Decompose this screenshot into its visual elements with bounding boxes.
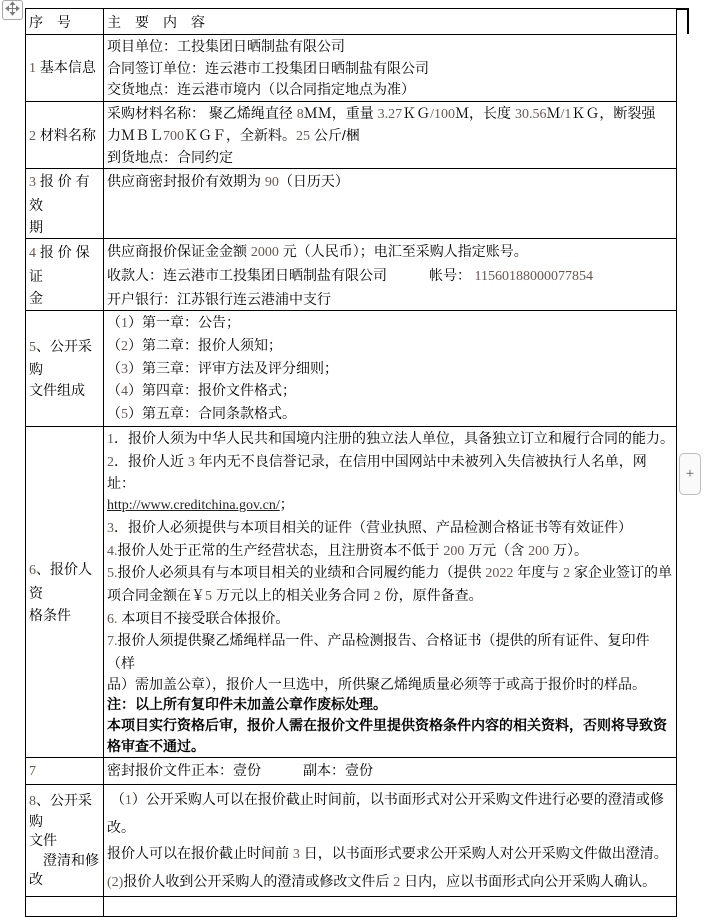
row-label	[26, 426, 104, 757]
text-segment: 注：以上所有复印件未加盖公章作废标处理。	[107, 696, 387, 713]
text-segment: 序 号	[29, 14, 71, 30]
text-segment: 3	[121, 361, 128, 377]
text-segment: ．报价人近	[114, 452, 188, 469]
text-segment: 本项目实行资格后审，报价人需在报价文件里提供资格条件内容的相关资料，否则将导致资	[107, 717, 667, 734]
row-content	[104, 784, 677, 896]
text-segment: 1	[121, 316, 128, 331]
text-segment: 报价人收到公开采购人的澄清或修改文件后	[123, 872, 394, 889]
text-segment: 1	[29, 61, 36, 77]
text-segment: 收款人：连云港市工投集团日晒制盐有限公司	[107, 267, 387, 283]
row-label	[26, 784, 104, 896]
text-segment: 期	[29, 219, 43, 235]
text-segment: (2)	[107, 874, 124, 890]
text-segment: 开户银行：江苏银行连云港浦中支行	[107, 291, 331, 307]
text-segment: 4.	[107, 543, 118, 559]
text-segment: 7.	[107, 634, 118, 650]
text-segment: 4	[121, 384, 128, 400]
text-segment: 2000	[250, 245, 279, 260]
text-segment: 供应商密封报价有效期为	[107, 173, 265, 189]
text-segment: 2	[29, 128, 36, 144]
text-segment: 项目单位：工投集团日晒制盐有限公司	[107, 38, 345, 54]
text-segment: 8	[296, 107, 304, 122]
text-segment: 帐号：	[387, 267, 471, 283]
text-segment: ）第一章：公告；	[128, 314, 240, 330]
text-segment: 5.	[107, 566, 118, 582]
text-segment: 报价人必须具有与本项目相关的业绩和合同履约能力（提供	[117, 564, 486, 581]
text-segment: 日内，应以书面形式向公开采购人确认。	[400, 872, 657, 889]
row-content	[104, 35, 677, 102]
text-segment: 7	[29, 764, 36, 780]
text-segment: 金	[29, 290, 43, 306]
text-segment: ）第五章：合同条款格式。	[128, 405, 296, 422]
text-segment: 6.	[107, 611, 118, 627]
text-segment: 公斤/梱	[310, 127, 360, 143]
row-label	[26, 757, 104, 784]
text-segment: （	[107, 382, 121, 399]
text-segment: 年内无不良信誉记录，在信用中国网站中未被列入失信被执行人名单，网址：	[107, 452, 647, 492]
text-segment: 主 要 内 容	[107, 14, 205, 30]
text-segment: 1	[124, 792, 132, 808]
text-segment: 合同签订单位：连云港市工投集团日晒制盐有限公司	[107, 59, 429, 76]
text-segment: 报价人可以在报价截止时间前	[107, 844, 293, 861]
text-segment: 6	[29, 563, 36, 579]
text-segment: 、公开采购	[29, 792, 92, 829]
text-segment: 到货地点：合同约定	[107, 149, 233, 165]
procurement-table	[25, 8, 677, 917]
text-segment: 8	[29, 794, 36, 810]
text-segment: 25	[296, 129, 310, 144]
row-quote-validity	[26, 169, 677, 239]
text-segment: ＫＧＦ，全新料。	[184, 127, 296, 143]
text-segment: 2	[563, 566, 571, 582]
insert-plus-button[interactable]: +	[679, 453, 701, 495]
text-segment: 5	[29, 339, 36, 355]
move-icon	[6, 2, 19, 18]
text-segment: 、报价人资	[29, 561, 92, 602]
text-segment: Ｍ	[546, 105, 561, 121]
text-segment: 改	[29, 871, 43, 888]
text-segment: 2	[393, 874, 401, 890]
row-content	[104, 757, 677, 784]
table-move-handle[interactable]	[2, 0, 23, 20]
row-label	[26, 239, 104, 311]
text-segment: 格条件	[29, 607, 71, 624]
header-border-end-tick	[687, 8, 689, 34]
row-label	[26, 896, 104, 916]
text-segment: ．报价人须为中华人民共和国境内注册的独立法人单位，具备独立订立和履行合同的能力。	[114, 429, 674, 446]
header-main-content	[104, 9, 677, 35]
text-segment: 万）。	[549, 541, 589, 558]
text-segment: 份，原件备查。	[380, 586, 483, 603]
text-segment: 2022	[485, 566, 514, 582]
text-segment: 30.56	[514, 107, 547, 122]
row-sealed-copies	[26, 757, 677, 784]
text-segment: 采购材料名称： 聚乙烯绳直径	[107, 105, 297, 121]
text-segment: 报 价 有 效	[29, 173, 94, 213]
text-segment: 元（人民币）；电汇至采购人指定账号。	[278, 243, 528, 259]
row-bidder-qualification	[26, 426, 677, 757]
text-segment: 11560188000077854	[471, 269, 593, 284]
text-segment: 200	[443, 543, 465, 559]
text-segment: 3	[107, 520, 114, 536]
text-segment: ）第三章：评审方法及评分细则；	[128, 359, 338, 376]
row-next-partial	[26, 896, 677, 916]
text-segment: ＫＧ，断裂强	[571, 105, 656, 121]
row-content	[104, 896, 677, 916]
row-content	[104, 169, 677, 239]
text-segment: 3	[29, 175, 36, 190]
text-segment: 项合同金额在￥	[107, 586, 205, 603]
text-segment: 澄清和修	[29, 851, 99, 868]
text-segment: ）第四章：报价文件格式；	[128, 382, 296, 399]
row-content	[104, 102, 677, 169]
row-label	[26, 311, 104, 427]
text-segment: ；	[279, 496, 294, 513]
row-content	[104, 426, 677, 757]
creditchina-link[interactable]: http://www.creditchina.gov.cn/	[107, 498, 280, 514]
text-segment: 力ＭＢＬ	[107, 127, 163, 143]
row-quote-deposit	[26, 239, 677, 311]
row-content	[104, 239, 677, 311]
text-segment: ＭＭ，重量	[303, 105, 378, 121]
row-content	[104, 311, 677, 427]
text-segment: 1	[107, 431, 114, 447]
text-segment: 700	[163, 129, 184, 144]
text-segment: 供应商报价保证金金额	[107, 243, 251, 259]
row-clarification-amendment	[26, 784, 677, 896]
text-segment: 年度与	[513, 564, 564, 581]
text-segment: 报 价 保 证	[29, 244, 94, 284]
text-segment: 交货地点：连云港市境内（以合同指定地点为准）	[107, 81, 415, 98]
row-basic-info	[26, 35, 677, 102]
text-segment: 日，以书面形式要求公开采购人对公开采购文件做出澄清。	[299, 844, 668, 861]
text-segment: 2	[373, 588, 381, 604]
text-segment: 2	[107, 454, 114, 470]
text-segment: 万元以上的相关业务合同	[212, 586, 374, 603]
text-segment: 万元（含	[464, 541, 529, 558]
text-segment: 报价人须提供聚乙烯绳样品一件、产品检测报告、合格证书（提供的所有证件、复印件（样	[107, 632, 650, 672]
row-document-composition	[26, 311, 677, 427]
text-segment: /1	[560, 107, 572, 122]
text-segment: 本项目不接受联合体报价。	[117, 609, 290, 626]
text-segment: ）公开采购人可以在报价截止时间前，以书面形式对公开采购文件进行必要的澄清或修改。	[107, 790, 664, 835]
row-label	[26, 35, 104, 102]
text-segment: 密封报价文件正本：壹份	[107, 761, 261, 778]
text-segment: 2	[121, 338, 128, 354]
header-seq-no	[26, 9, 104, 35]
text-segment: 基本信息	[36, 59, 96, 76]
text-segment: 3	[292, 846, 300, 862]
row-label	[26, 169, 104, 239]
text-segment: （	[107, 314, 121, 330]
text-segment: 材料名称	[36, 126, 96, 143]
text-segment: 4	[29, 246, 36, 261]
text-segment: ）第二章：报价人须知；	[128, 336, 282, 353]
text-segment: 文件组成	[29, 382, 85, 399]
text-segment: 90	[264, 175, 279, 190]
text-segment: 家企业签订的单	[570, 564, 673, 581]
text-segment: 、公开采购	[29, 337, 92, 377]
table-header-row	[26, 9, 677, 35]
text-segment: 文件	[29, 832, 57, 849]
text-segment: （	[107, 359, 121, 376]
text-segment: 副本：壹份	[261, 761, 373, 778]
text-segment: （日历天）	[278, 173, 349, 189]
text-segment: 5	[205, 588, 212, 604]
text-segment: ＫＧ	[402, 105, 431, 121]
row-label	[26, 102, 104, 169]
text-segment: 3.27	[377, 107, 403, 122]
text-segment: 格审查不通过。	[107, 737, 205, 754]
text-segment: Ｍ，长度	[455, 105, 515, 121]
text-segment: /100	[430, 107, 456, 122]
text-segment: 报价人处于正常的生产经营状态，且注册资本不低于	[117, 541, 444, 558]
text-segment: ．报价人必须提供与本项目相关的证件（营业执照、产品检测合格证书等有效证件）	[114, 518, 632, 535]
text-segment: 5	[121, 407, 128, 423]
text-segment: （	[107, 405, 121, 422]
row-material-name	[26, 102, 677, 169]
text-segment: 3	[187, 454, 195, 470]
text-segment: 品）需加盖公章），报价人一旦选中，所供聚乙烯绳质量必须等于或高于报价时的样品。	[107, 675, 646, 692]
text-segment: （	[107, 336, 121, 353]
text-segment: 200	[528, 543, 550, 559]
text-segment: （	[107, 790, 125, 807]
